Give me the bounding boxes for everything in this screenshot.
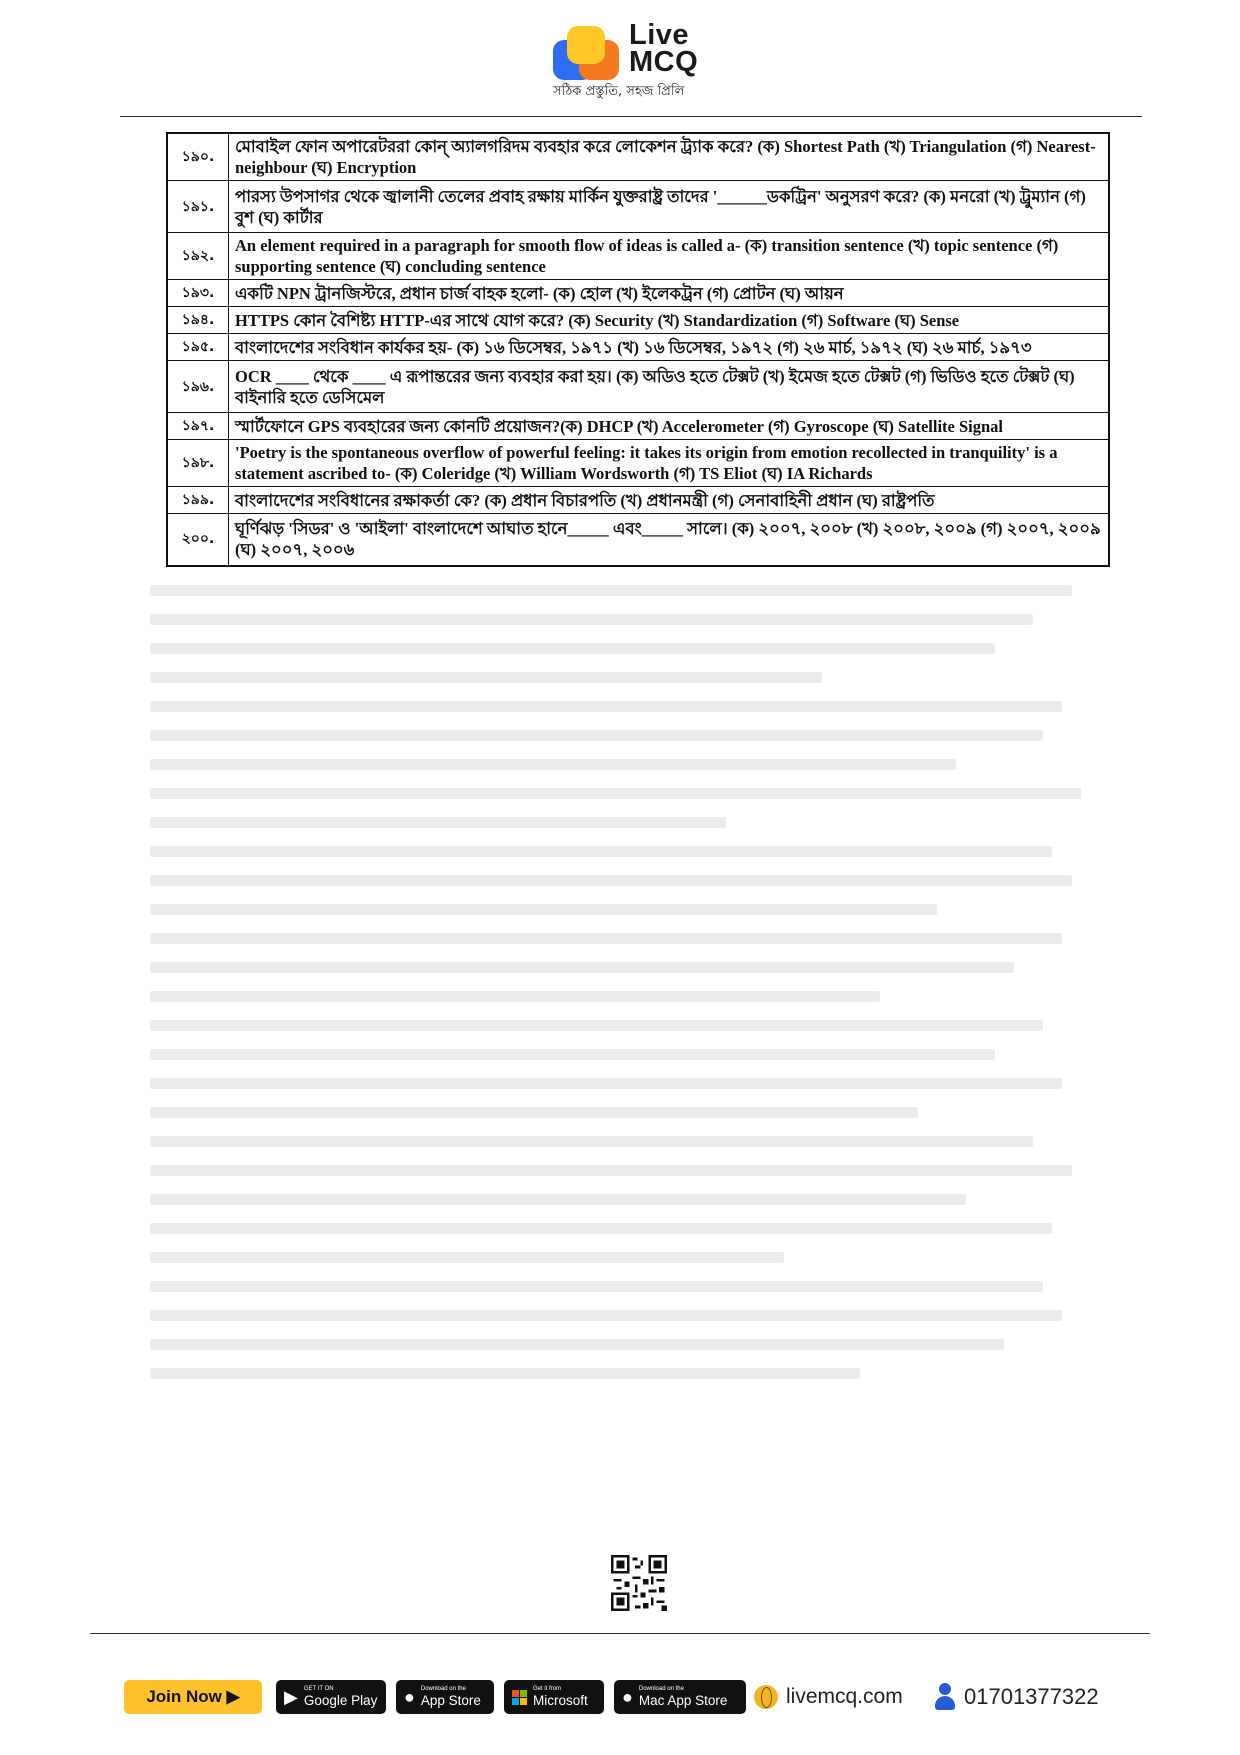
phone-number: 01701377322 — [964, 1684, 1099, 1709]
qr-code-icon[interactable] — [611, 1555, 667, 1611]
join-now-button[interactable]: Join Now ▶ — [124, 1680, 262, 1714]
question-number: ২০০. — [167, 514, 229, 566]
question-row — [167, 514, 1109, 566]
apple-icon: ● — [622, 1686, 633, 1707]
faded-background-text — [150, 585, 1110, 1397]
website-text: livemcq.com — [786, 1685, 903, 1708]
question-number: ১৯৮. — [167, 440, 229, 487]
person-icon — [934, 1683, 956, 1711]
question-number: ১৯৫. — [167, 334, 229, 361]
logo-wordmark — [629, 19, 699, 78]
website-link[interactable] — [754, 1680, 903, 1714]
logo-tagline: সঠিক প্রস্তুতি, সহজ প্রিলি — [553, 84, 685, 99]
question-number: ১৯৬. — [167, 361, 229, 413]
globe-icon — [754, 1685, 778, 1709]
question-row — [167, 334, 1109, 361]
question-row — [167, 233, 1109, 280]
question-text: মোবাইল ফোন অপারেটররা কোন্ অ্যালগরিদম ব্যবহার করে লোকেশন ট্র্যাক করে? (ক) Shortest Path (খ) Triangulation (গ) Nearest-neighbour (ঘ) Encryption — [229, 133, 1110, 181]
question-text: ঘূর্ণিঝড় 'সিডর' ও 'আইলা' বাংলাদেশে আঘাত হানে_____ এবং_____ সালে। (ক) ২০০৭, ২০০৮ (খ) ২০০৮, ২০০৯ (গ) ২০০৭, ২০০৯ (ঘ) ২০০৭, ২০০৬ — [229, 514, 1110, 566]
app-store-badge[interactable]: ● Download on the App Store — [396, 1680, 494, 1714]
question-text: বাংলাদেশের সংবিধান কার্যকর হয়- (ক) ১৬ ডিসেম্বর, ১৯৭১ (খ) ১৬ ডিসেম্বর, ১৯৭২ (গ) ২৬ মার্চ, ১৯৭২ (ঘ) ২৬ মার্চ, ১৯৭৩ — [229, 334, 1110, 361]
play-icon: ▶ — [284, 1686, 298, 1707]
question-row — [167, 487, 1109, 514]
question-text: স্মার্টফোনে GPS ব্যবহারের জন্য কোনটি প্রয়োজন?(ক) DHCP (খ) Accelerometer (গ) Gyroscope (ঘ) Satellite Signal — [229, 413, 1110, 440]
footer-divider — [90, 1633, 1150, 1634]
question-number: ১৯১. — [167, 181, 229, 233]
google-play-badge[interactable]: ▶ GET IT ON Google Play — [276, 1680, 386, 1714]
question-row — [167, 133, 1109, 181]
question-table — [166, 132, 1110, 567]
logo-line-2: MCQ — [629, 46, 699, 78]
brand-logo — [553, 19, 713, 102]
question-number: ১৯০. — [167, 133, 229, 181]
header-divider — [120, 116, 1142, 117]
question-text: 'Poetry is the spontaneous overflow of powerful feeling: it takes its origin from emotion recollected in tranquility' is a statement ascribed to- (ক) Coleridge (খ) William Wordsworth (গ) TS Eliot (ঘ) IA Richards — [229, 440, 1110, 487]
question-text: একটি NPN ট্রানজিস্টরে, প্রধান চার্জ বাহক হলো- (ক) হোল (খ) ইলেকট্রন (গ) প্রোটন (ঘ) আয়ন — [229, 280, 1110, 307]
question-row — [167, 181, 1109, 233]
question-number: ১৯৯. — [167, 487, 229, 514]
microsoft-store-badge[interactable]: Get it from Microsoft — [504, 1680, 604, 1714]
question-text: পারস্য উপসাগর থেকে জ্বালানী তেলের প্রবাহ রক্ষায় মার্কিন যুক্তরাষ্ট্র তাদের '______ডকট্রিন' অনুসরণ করে? (ক) মনরো (খ) ট্রুম্যান (গ) বুশ (ঘ) কার্টার — [229, 181, 1110, 233]
mac-app-store-badge[interactable]: ● Download on the Mac App Store — [614, 1680, 746, 1714]
apple-icon: ● — [404, 1686, 415, 1707]
question-number: ১৯৭. — [167, 413, 229, 440]
question-text: OCR ____ থেকে ____ এ রূপান্তরের জন্য ব্যবহার করা হয়। (ক) অডিও হতে টেক্সট (খ) ইমেজ হতে টেক্সট (গ) ভিডিও হতে টেক্সট (ঘ) বাইনারি হতে ডেসিমেল — [229, 361, 1110, 413]
phone-contact[interactable] — [934, 1680, 1099, 1714]
windows-icon — [512, 1690, 527, 1705]
question-row — [167, 280, 1109, 307]
question-number: ১৯৩. — [167, 280, 229, 307]
question-row — [167, 307, 1109, 334]
logo-line-1: Live — [629, 19, 690, 51]
question-text: বাংলাদেশের সংবিধানের রক্ষাকর্তা কে? (ক) প্রধান বিচারপতি (খ) প্রধানমন্ত্রী (গ) সেনাবাহিনী প্রধান (ঘ) রাষ্ট্রপতি — [229, 487, 1110, 514]
question-number: ১৯২. — [167, 233, 229, 280]
question-text: An element required in a paragraph for smooth flow of ideas is called a- (ক) transition sentence (খ) topic sentence (গ) supporting sentence (ঘ) concluding sentence — [229, 233, 1110, 280]
question-row — [167, 361, 1109, 413]
question-row — [167, 413, 1109, 440]
question-text: HTTPS কোন বৈশিষ্ট্য HTTP-এর সাথে যোগ করে? (ক) Security (খ) Standardization (গ) Software (ঘ) Sense — [229, 307, 1110, 334]
livemcq-logo-icon — [553, 26, 623, 82]
footer-bar — [124, 1680, 1124, 1716]
question-row — [167, 440, 1109, 487]
question-number: ১৯৪. — [167, 307, 229, 334]
